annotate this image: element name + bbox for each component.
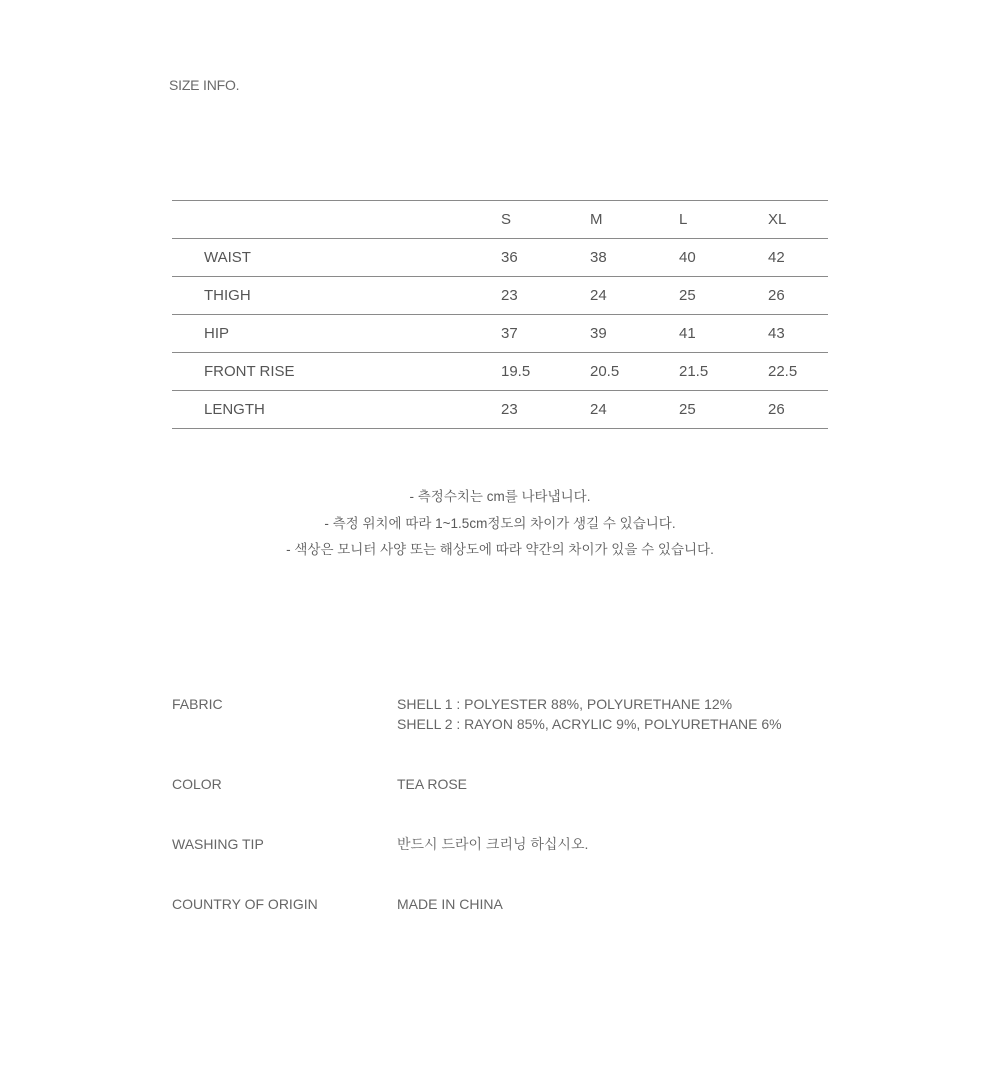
table-cell: 39 — [590, 315, 679, 353]
size-table — [172, 200, 828, 429]
table-cell: 24 — [590, 391, 679, 429]
row-label: LENGTH — [172, 391, 501, 429]
table-row — [172, 391, 828, 429]
table-cell: 38 — [590, 239, 679, 277]
table-cell: 26 — [768, 391, 828, 429]
note-line: - 색상은 모니터 사양 또는 해상도에 따라 약간의 차이가 있을 수 있습니다. — [286, 542, 714, 557]
origin-value: MADE IN CHINA — [397, 896, 503, 912]
table-cell: 37 — [501, 315, 590, 353]
fabric-line: SHELL 2 : RAYON 85%, ACRYLIC 9%, POLYURETHANE 6% — [397, 716, 782, 732]
color-value: TEA ROSE — [397, 776, 468, 792]
row-label: HIP — [172, 315, 501, 353]
table-cell: 23 — [501, 277, 590, 315]
table-cell: 42 — [768, 239, 828, 277]
washing-info — [172, 834, 828, 854]
origin-label: COUNTRY OF ORIGIN — [172, 896, 318, 912]
table-cell: 41 — [679, 315, 768, 353]
origin-info — [172, 894, 828, 914]
table-row — [172, 277, 828, 315]
table-cell: 24 — [590, 277, 679, 315]
table-cell: 36 — [501, 239, 590, 277]
table-cell: 40 — [679, 239, 768, 277]
column-header-l: L — [679, 201, 768, 239]
table-row — [172, 239, 828, 277]
fabric-label: FABRIC — [172, 696, 223, 712]
table-cell: 20.5 — [590, 353, 679, 391]
column-header-xl: XL — [768, 201, 828, 239]
fabric-line: SHELL 1 : POLYESTER 88%, POLYURETHANE 12% — [397, 696, 733, 712]
table-header-row — [172, 201, 828, 239]
color-label: COLOR — [172, 776, 222, 792]
row-label: THIGH — [172, 277, 501, 315]
column-header — [172, 201, 501, 239]
table-cell: 25 — [679, 277, 768, 315]
table-row — [172, 353, 828, 391]
table-cell: 25 — [679, 391, 768, 429]
table-cell: 21.5 — [679, 353, 768, 391]
table-cell: 26 — [768, 277, 828, 315]
fabric-value — [397, 694, 782, 734]
fabric-info — [172, 694, 828, 738]
washing-value: 반드시 드라이 크리닝 하십시오. — [397, 836, 589, 852]
washing-label: WASHING TIP — [172, 836, 264, 852]
table-cell: 23 — [501, 391, 590, 429]
row-label: WAIST — [172, 239, 501, 277]
row-label: FRONT RISE — [172, 353, 501, 391]
page-title: SIZE INFO. — [169, 77, 240, 93]
note-line: - 측정수치는 cm를 나타냅니다. — [409, 489, 591, 504]
color-info — [172, 774, 828, 794]
note-line: - 측정 위치에 따라 1~1.5cm정도의 차이가 생길 수 있습니다. — [324, 515, 676, 531]
table-cell: 22.5 — [768, 353, 828, 391]
table-cell: 19.5 — [501, 353, 590, 391]
column-header-s: S — [501, 201, 590, 239]
table-cell: 43 — [768, 315, 828, 353]
table-row — [172, 315, 828, 353]
measurement-notes — [0, 484, 1000, 564]
column-header-m: M — [590, 201, 679, 239]
